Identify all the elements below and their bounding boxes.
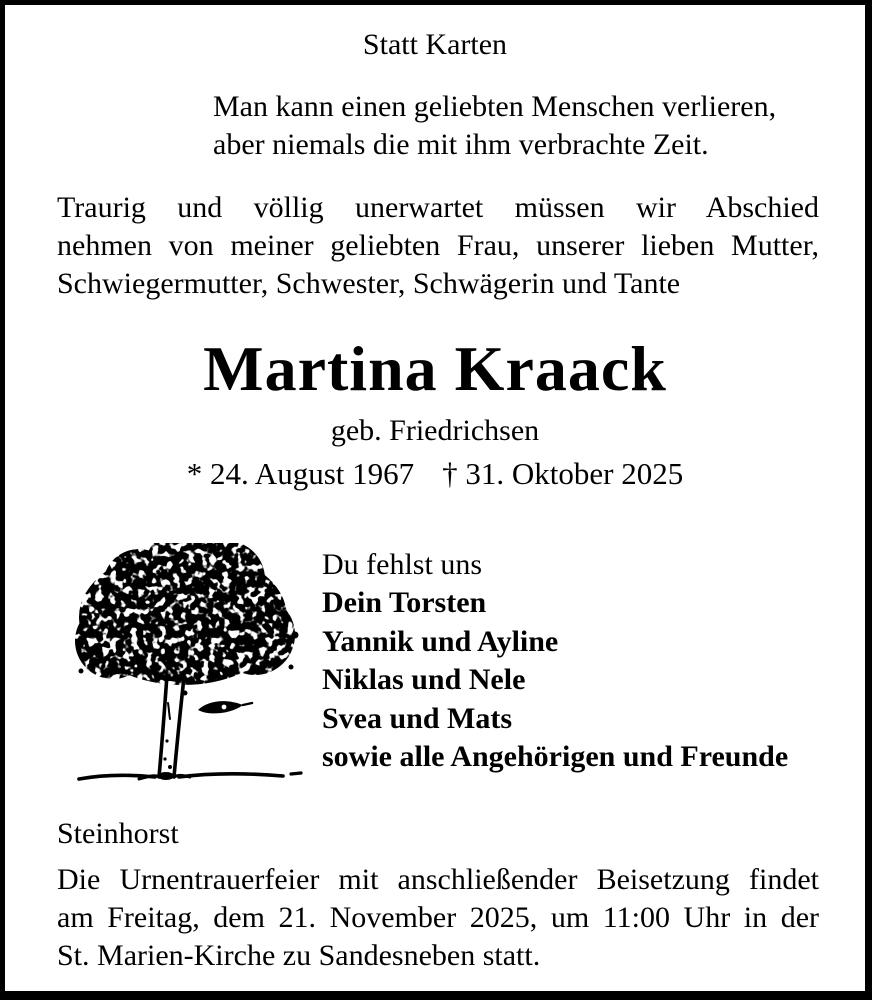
death-cross-icon: †: [442, 456, 458, 491]
deceased-name: Martina Kraack: [203, 333, 667, 404]
birth-date-text: 24. August 1967: [210, 456, 415, 491]
maiden-name: geb. Friedrichsen: [330, 414, 540, 447]
quote-line: aber niemals die mit ihm verbrachte Zeit.: [213, 128, 709, 161]
announcement-line: nehmen von meiner geliebten Frau, unserer lieben Mutter,: [57, 229, 819, 262]
death-date-text: 31. Oktober 2025: [465, 456, 684, 491]
trunk-speck: [165, 739, 168, 742]
preheader-statt-karten: Statt Karten: [362, 28, 508, 61]
mourner-line: Yannik und Ayline: [322, 624, 559, 658]
falling-leaf-icon: [198, 701, 252, 713]
trunk-speck: [168, 765, 172, 769]
mourner-line: Niklas und Nele: [322, 663, 526, 696]
memorial-quote: [213, 88, 776, 164]
mourning-lead: Du fehlst uns: [322, 548, 482, 581]
mourners-block: [322, 546, 788, 777]
funeral-line: Die Urnentrauerfeier mit anschließender Beisetzung findet: [57, 863, 819, 896]
canopy-fleck: [289, 665, 294, 670]
canopy-fleck: [79, 669, 84, 674]
mourner-line: Dein Torsten: [322, 586, 487, 619]
death-date: [442, 456, 683, 491]
trunk-speck: [163, 757, 166, 760]
funeral-line: St. Marien-Kirche zu Sandesneben statt.: [57, 939, 541, 972]
announcement-line: Traurig und völlig unerwartet müssen wir Abschied: [57, 191, 819, 224]
announcement-line: Schwiegermutter, Schwester, Schwägerin und Tante: [57, 267, 681, 300]
tree-with-falling-leaf-icon: [67, 543, 309, 795]
mourner-line: sowie alle Angehörigen und Freunde: [322, 740, 789, 773]
birth-star-icon: *: [186, 456, 203, 491]
quote-line: Man kann einen geliebten Menschen verlieren,: [213, 90, 777, 123]
place-name: Steinhorst: [57, 817, 179, 850]
funeral-line: am Freitag, dem 21. November 2025, um 11:00 Uhr in der: [57, 901, 819, 934]
tree-canopy: [67, 543, 309, 703]
trunk-base: [158, 772, 174, 780]
canopy-fleck: [292, 632, 299, 639]
mourner-line: Svea und Mats: [322, 701, 513, 735]
announcement-paragraph: [57, 189, 819, 303]
birth-date: [187, 456, 414, 491]
funeral-details-paragraph: [57, 861, 819, 975]
tree-trunk: [139, 675, 190, 779]
life-dates: [5, 455, 865, 493]
